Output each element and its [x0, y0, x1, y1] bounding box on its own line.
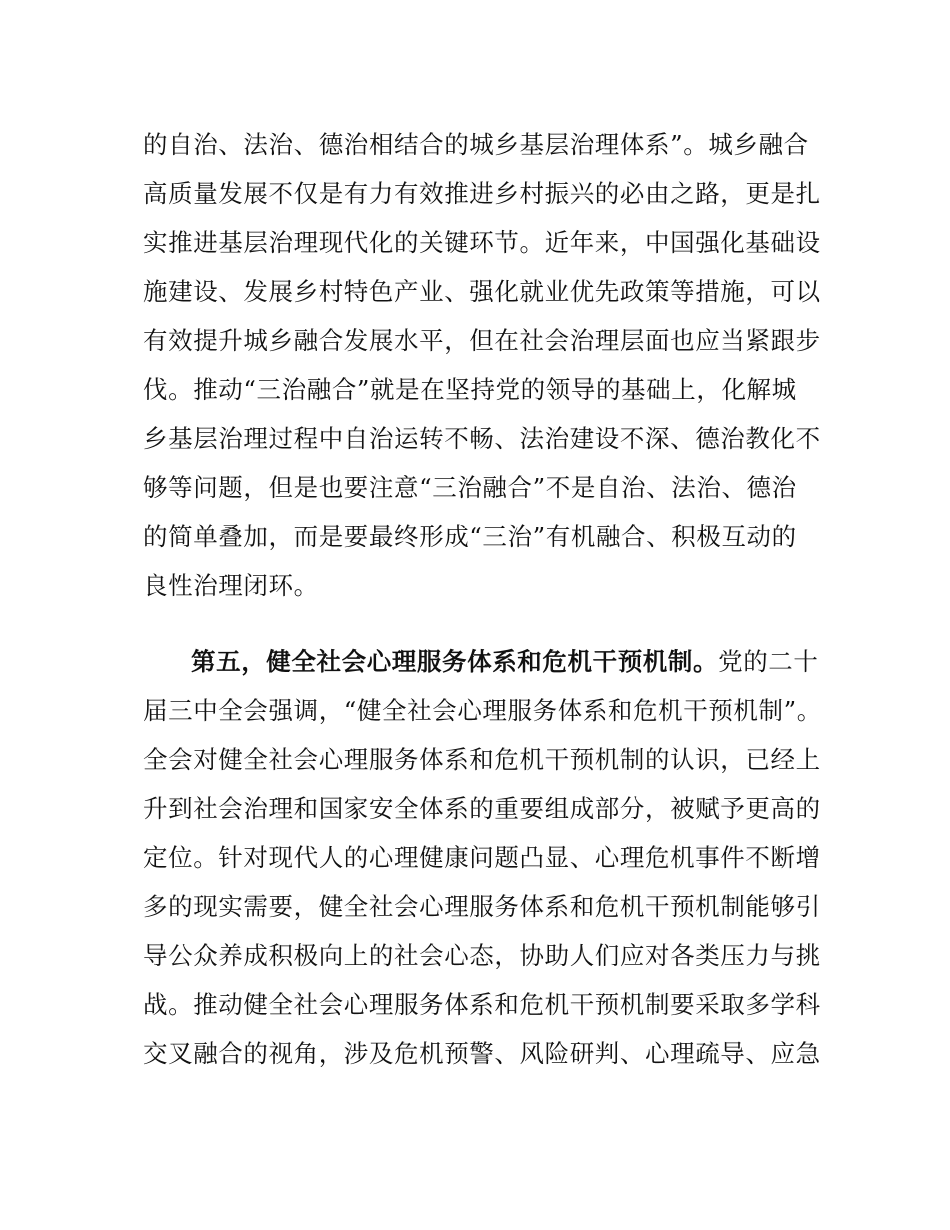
- text-line: 战。推动健全社会心理服务体系和危机干预机制要采取多学科: [143, 990, 821, 1019]
- section-heading: 第五，健全社会心理服务体系和危机干预机制。: [191, 647, 719, 676]
- text-line: 导公众养成积极向上的社会心态，协助人们应对各类压力与挑: [143, 941, 821, 970]
- text-line: 够等问题，但是也要注意“三治融合”不是自治、法治、德治: [143, 473, 797, 502]
- text-line: 的自治、法治、德治相结合的城乡基层治理体系”。城乡融合: [143, 130, 809, 159]
- text-line: 施建设、发展乡村特色产业、强化就业优先政策等措施，可以: [143, 277, 821, 306]
- text-fragment: 党的二十: [718, 647, 819, 676]
- text-line: 良性治理闭环。: [143, 571, 319, 600]
- paragraph-2: [143, 637, 843, 1078]
- text-line: 届三中全会强调，“健全社会心理服务体系和危机干预机制”。: [143, 696, 822, 725]
- text-line: 的简单叠加，而是要最终形成“三治”有机融合、积极互动的: [143, 522, 797, 551]
- text-line: 升到社会治理和国家安全体系的重要组成部分，被赋予更高的: [143, 794, 821, 823]
- text-line: 乡基层治理过程中自治运转不畅、法治建设不深、德治教化不: [143, 424, 821, 453]
- text-line: 有效提升城乡融合发展水平，但在社会治理层面也应当紧跟步: [143, 326, 821, 355]
- text-line: 全会对健全社会心理服务体系和危机干预机制的认识，已经上: [143, 745, 821, 774]
- text-line: 高质量发展不仅是有力有效推进乡村振兴的必由之路，更是扎: [143, 179, 821, 208]
- text-line: 交叉融合的视角，涉及危机预警、风险研判、心理疏导、应急: [143, 1039, 821, 1068]
- text-line: 伐。推动“三治融合”就是在坚持党的领导的基础上，化解城: [143, 375, 797, 404]
- paragraph-1: [143, 120, 843, 610]
- text-line: 定位。针对现代人的心理健康问题凸显、心理危机事件不断增: [143, 843, 821, 872]
- text-line: 多的现实需要，健全社会心理服务体系和危机干预机制能够引: [143, 892, 821, 921]
- paragraph-first-line: [143, 637, 843, 686]
- text-line: 实推进基层治理现代化的关键环节。近年来，中国强化基础设: [143, 228, 821, 257]
